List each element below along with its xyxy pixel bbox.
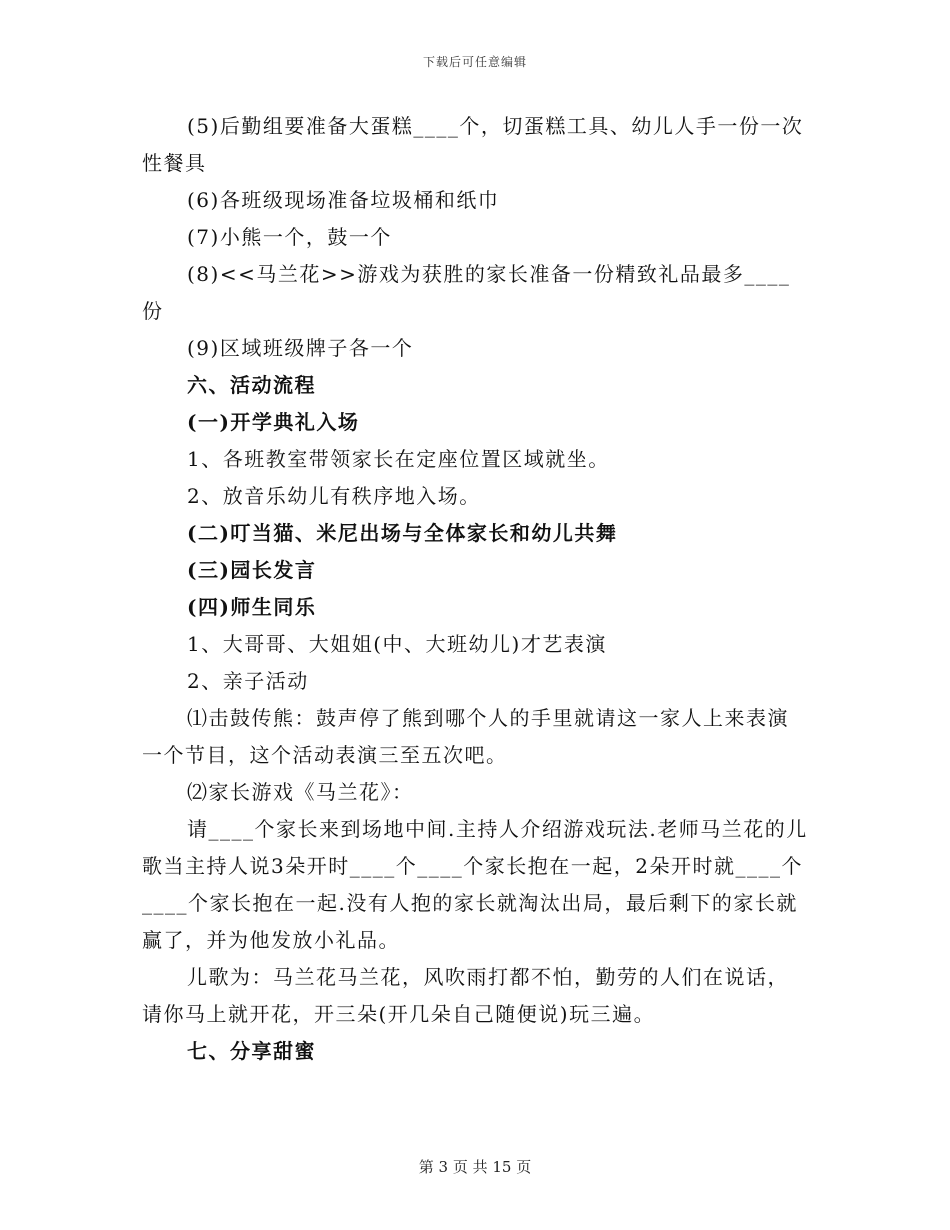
subsection-heading-3: (三)园长发言 [187, 558, 317, 582]
document-body [142, 108, 810, 1070]
paragraph-item-5: (5)后勤组要准备大蛋糕____个，切蛋糕工具、幼儿人手一份一次性餐具 [142, 114, 804, 175]
paragraph-item-7: (7)小熊一个，鼓一个 [187, 225, 392, 249]
section-heading-7: 七、分享甜蜜 [187, 1039, 316, 1063]
page-footer: 第 3 页 共 15 页 [418, 1158, 532, 1176]
paragraph-malanhua-rules: 请____个家长来到场地中间.主持人介绍游戏玩法.老师马兰花的儿歌当主持人说3朵开时____个____个家长抱在一起，2朵开时就____个____个家长抱在一起.没有人抱的家长就淘汰出局，最后剩下的家长就赢了，并为他发放小礼品。 [142, 817, 808, 952]
subsection-heading-1: (一)开学典礼入场 [187, 410, 360, 434]
paragraph-item-6: (6)各班级现场准备垃圾桶和纸巾 [187, 188, 500, 212]
paragraph-nursery-rhyme: 儿歌为：马兰花马兰花，风吹雨打都不怕，勤劳的人们在说话，请你马上就开花，开三朵(开几朵自己随便说)玩三遍。 [142, 965, 789, 1026]
paragraph-malanhua-title: ⑵家长游戏《马兰花》： [187, 780, 414, 804]
subsection-heading-4: (四)师生同乐 [187, 595, 317, 619]
paragraph-item-9: (9)区域班级牌子各一个 [187, 336, 414, 360]
section-heading-6: 六、活动流程 [187, 373, 316, 397]
paragraph-parent-child: 2、亲子活动 [187, 669, 309, 693]
subsection-heading-2: (二)叮当猫、米尼出场与全体家长和幼儿共舞 [187, 521, 618, 545]
paragraph-item-8: (8)<<马兰花>>游戏为获胜的家长准备一份精致礼品最多____份 [142, 262, 791, 323]
paragraph-entry-2: 2、放音乐幼儿有秩序地入场。 [187, 484, 481, 508]
paragraph-drum-game: ⑴击鼓传熊：鼓声停了熊到哪个人的手里就请这一家人上来表演一个节目，这个活动表演三至五次吧。 [142, 706, 789, 767]
paragraph-entry-1: 1、各班教室带领家长在定座位置区域就坐。 [187, 447, 610, 471]
page-header: 下载后可任意编辑 [422, 55, 527, 69]
paragraph-talent-show: 1、大哥哥、大姐姐(中、大班幼儿)才艺表演 [187, 632, 607, 656]
